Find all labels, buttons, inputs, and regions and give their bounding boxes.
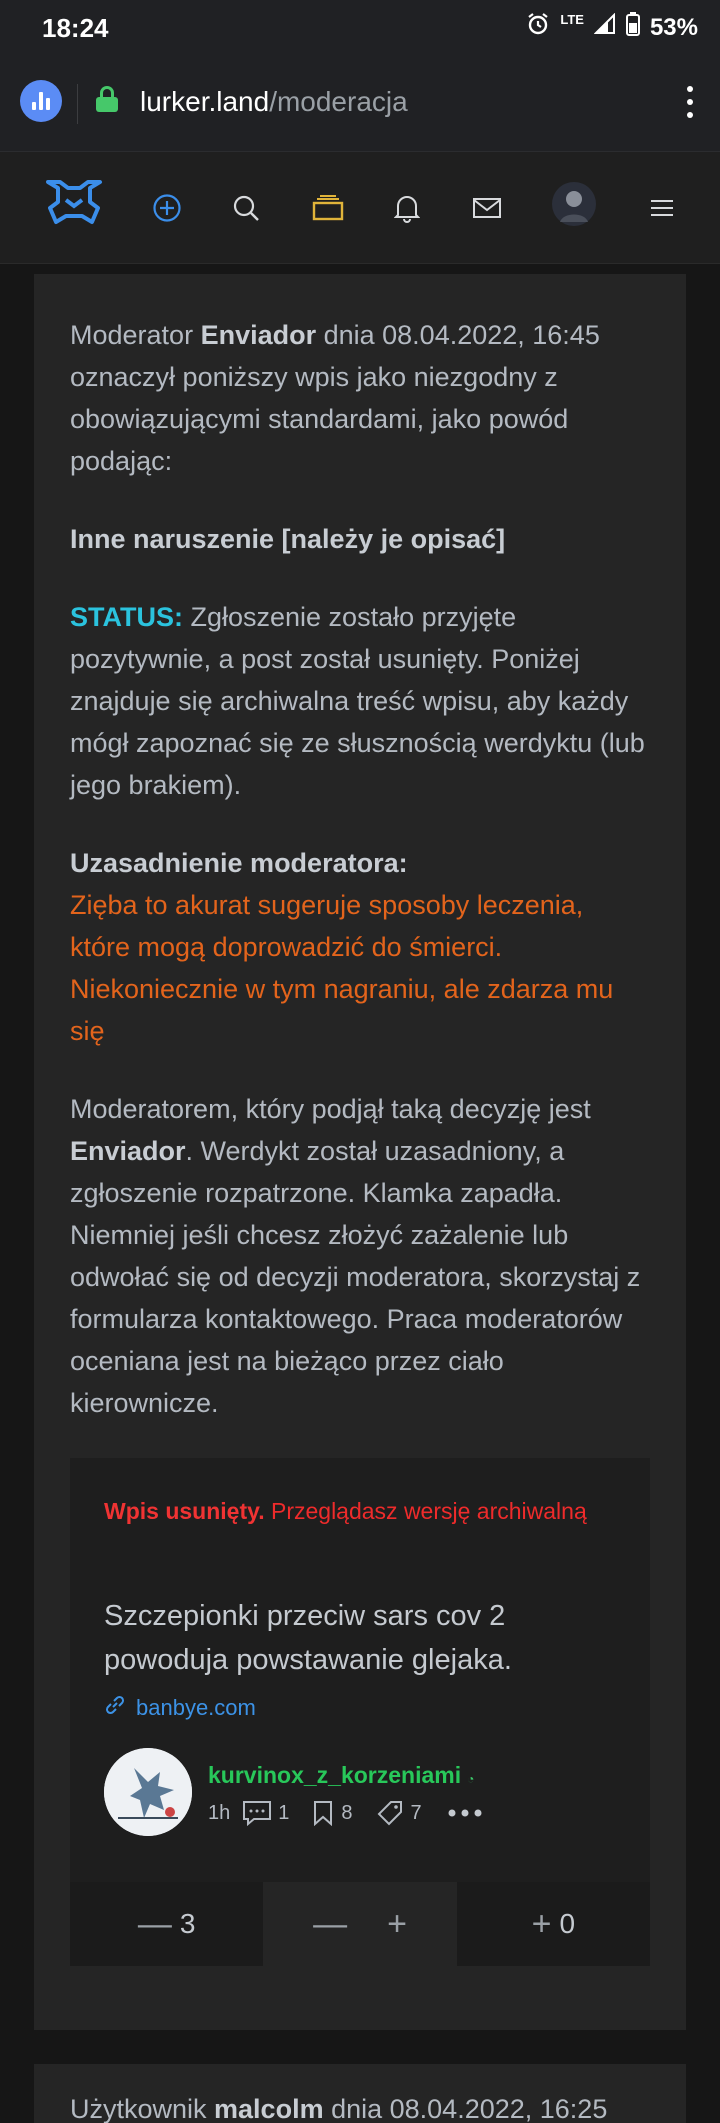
status-paragraph: STATUS: Zgłoszenie zostało przyjęte pozytywnie, a post został usunięty. Poniżej znajduje się archiwalna treść wpisu, aby każdy mógł zapoznać się ze słusznością werdyktu (lub jego brakiem).: [70, 602, 645, 800]
alarm-icon: [526, 12, 550, 43]
downvote-button[interactable]: —: [313, 1904, 348, 1943]
link-text: banbye.com: [136, 1695, 256, 1720]
post-title[interactable]: Szczepionki przeciw sars cov 2 powoduja powstawanie glejaka.: [104, 1600, 512, 1676]
moderation-text: [70, 314, 650, 1460]
post-time: 1h: [208, 1801, 231, 1824]
comments-button[interactable]: [242, 1800, 289, 1826]
bell-icon[interactable]: [394, 188, 420, 228]
minus-icon: —: [137, 1904, 172, 1943]
archive-notice: Wpis usunięty. Przeglądasz wersję archiwalną: [104, 1498, 587, 1524]
tag-icon: [377, 1800, 403, 1826]
comment-icon: [242, 1800, 272, 1826]
url-domain: lurker.land: [140, 86, 270, 117]
plus-icon: +: [531, 1904, 552, 1943]
moderator-name[interactable]: Enviador: [200, 320, 317, 350]
archived-post: [70, 1458, 650, 1954]
network-label: LTE: [560, 12, 584, 27]
link-icon: [104, 1694, 126, 1722]
reason-title: Uzasadnienie moderatora:: [70, 848, 408, 878]
address-bar[interactable]: [140, 86, 408, 118]
logo-icon[interactable]: [44, 182, 104, 222]
bookmarks-count: 8: [341, 1801, 353, 1824]
site-tab-icon[interactable]: [20, 80, 62, 122]
vote-buttons: [263, 1882, 456, 1966]
status-time: 18:24: [42, 13, 109, 43]
url-path: /moderacja: [269, 86, 408, 117]
next-moderation-card: [34, 2064, 686, 2123]
post-meta: [208, 1800, 482, 1826]
moderation-card: [34, 274, 686, 2030]
author-name[interactable]: kurvinox_z_korzeniami ◔: [208, 1762, 477, 1789]
status-icons: [526, 12, 698, 43]
lock-icon[interactable]: [96, 86, 118, 112]
reason-paragraph: [70, 842, 650, 1052]
more-options-icon[interactable]: [686, 86, 694, 118]
next-card-user[interactable]: malcolm: [214, 2094, 324, 2123]
status-bar: [0, 0, 720, 56]
author-row: [104, 1748, 624, 1844]
bookmark-icon: [313, 1800, 333, 1826]
upvote-button[interactable]: +: [387, 1904, 407, 1943]
signal-icon: [594, 13, 616, 42]
next-card-text: Użytkownik malcolm dnia 08.04.2022, 16:25: [70, 2094, 608, 2123]
search-icon[interactable]: [232, 188, 260, 228]
tags-button[interactable]: [377, 1800, 422, 1826]
vote-bar: [70, 1882, 650, 1966]
rss-icon[interactable]: ◔: [467, 1772, 475, 1786]
folder-icon[interactable]: [312, 188, 344, 228]
more-icon[interactable]: [448, 1809, 482, 1817]
status-label: STATUS:: [70, 602, 183, 632]
mail-icon[interactable]: [472, 188, 502, 228]
violation-type: Inne naruszenie [należy je opisać]: [70, 524, 506, 554]
menu-icon[interactable]: [650, 188, 674, 228]
moderator-name-closing[interactable]: Enviador: [70, 1136, 186, 1166]
site-navigation: [0, 152, 720, 264]
downvote-count[interactable]: — 3: [70, 1882, 263, 1966]
author-avatar[interactable]: [104, 1748, 192, 1836]
avatar[interactable]: [552, 184, 596, 224]
bar-chart-icon: [32, 92, 50, 110]
battery-icon: [626, 12, 640, 43]
comments-count: 1: [278, 1801, 290, 1824]
plus-icon[interactable]: [152, 188, 182, 228]
post-link[interactable]: [104, 1694, 256, 1722]
battery-percent: 53%: [649, 13, 698, 41]
divider: [77, 84, 78, 124]
browser-toolbar: [0, 56, 720, 152]
tags-count: 7: [410, 1801, 422, 1824]
moderation-intro: Moderator Enviador dnia 08.04.2022, 16:45 oznaczył poniższy wpis jako niezgodny z obowiązującymi standardami, jako powód podając:: [70, 320, 600, 476]
reason-text: Zięba to akurat sugeruje sposoby leczenia, które mogą doprowadzić do śmierci. Niekoniecznie w tym nagraniu, ale zdarza mu się: [70, 890, 614, 1046]
upvote-count[interactable]: + 0: [457, 1882, 650, 1966]
bookmark-button[interactable]: [313, 1800, 352, 1826]
page-content: [0, 264, 720, 2123]
closing-paragraph: Moderatorem, który podjął taką decyzję jest Enviador. Werdykt został uzasadniony, a zgłoszenie rozpatrzone. Klamka zapadła. Niemniej jeśli chcesz złożyć zażalenie lub odwołać się od decyzji moderatora, skorzystaj z formularza kontaktowego. Praca moderatorów oceniana jest na bieżąco przez ciało kierownicze.: [70, 1094, 641, 1418]
